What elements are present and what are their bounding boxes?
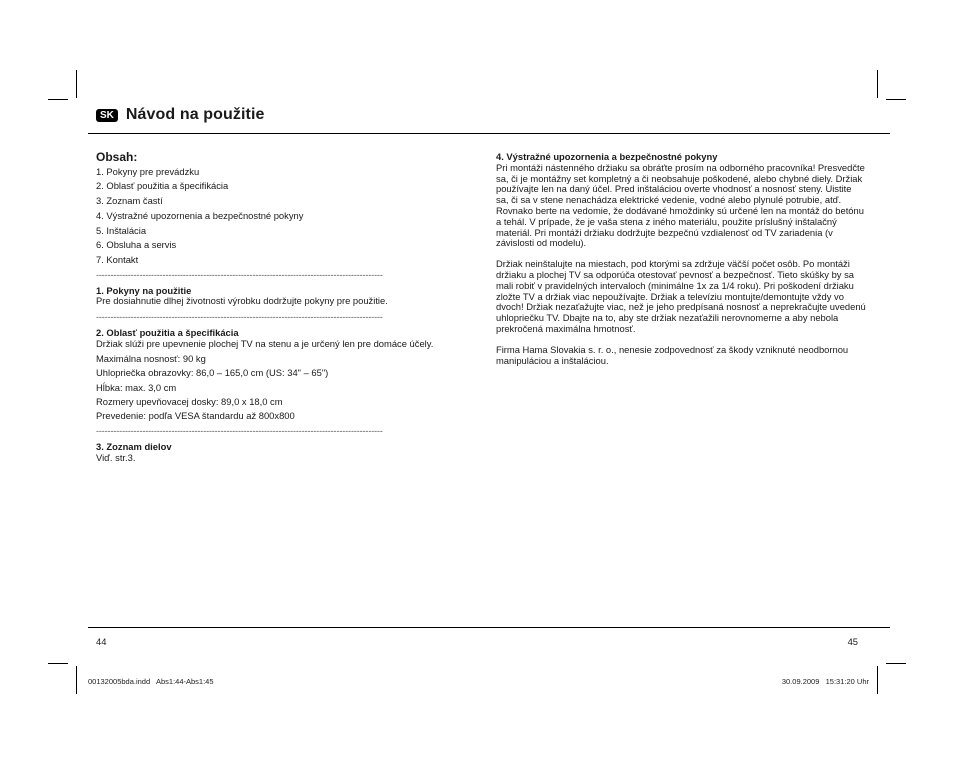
spec-item: Maximálna nosnosť: 90 kg	[96, 352, 206, 364]
header-rule	[88, 133, 890, 134]
contents-heading: Obsah:	[96, 150, 138, 164]
contents-item: 5. Inštalácia	[96, 224, 147, 236]
contents-item: 4. Výstražné upozornenia a bezpečnostné pokyny	[96, 209, 304, 221]
left-column	[96, 152, 452, 463]
footer-rule	[88, 627, 890, 628]
section-4-paragraph: Firma Hama Slovakia s. r. o., nenesie zodpovednosť za škody vzniknuté neodbornou manipuláciou a inštaláciou.	[496, 343, 849, 366]
crop-mark	[48, 99, 68, 100]
crop-mark	[76, 666, 77, 694]
crop-mark	[886, 663, 906, 664]
page-header	[96, 106, 265, 124]
contents-item: 2. Oblasť použitia a špecifikácia	[96, 180, 229, 192]
divider: ---------------------------------------------------------------------------------------------------	[96, 269, 383, 280]
section-1-heading: 1. Pokyny na použitie	[96, 284, 192, 296]
crop-mark	[48, 663, 68, 664]
section-3-body: Viď. str.3.	[96, 451, 136, 463]
section-4-paragraph: Držiak neinštalujte na miestach, pod ktorými sa zdržuje väčší počet osôb. Po montáži držiaku a plochej TV sa odporúča otestovať pevnosť a bezpečnosť. Tieto skúšky by sa mali robiť v pravidelných intervaloch (minimálne 1x za 1/4 roku). Pri poškodení držiaku zložte TV a držiak viac nepoužívajte. Držiak a televíziu montujte/demontujte vždy vo dvoch! Držiak nezaťažujte viac, než je jeho predpísaná nosnosť a neprekračujte uvedenú uhlopriečku TV. Dbajte na to, aby ste držiak nezaťažili nerovnomerne a aby nebola prekročená maximálna hmotnosť.	[496, 258, 866, 334]
spec-item: Prevedenie: podľa VESA štandardu až 800x800	[96, 410, 295, 422]
contents-item: 7. Kontakt	[96, 253, 139, 265]
language-badge: SK	[96, 109, 118, 122]
page-number-right: 45	[847, 636, 858, 647]
page-title: Návod na použitie	[125, 106, 265, 123]
spec-item: Hĺbka: max. 3,0 cm	[96, 381, 177, 393]
contents-list	[96, 167, 452, 266]
file-slug: 00132005bda.indd Abs1:44-Abs1:45	[88, 677, 214, 686]
spec-item: Rozmery upevňovacej dosky: 89,0 x 18,0 cm	[96, 395, 283, 407]
spec-list	[96, 354, 452, 422]
crop-mark	[76, 70, 77, 98]
divider: ---------------------------------------------------------------------------------------------------	[96, 425, 383, 436]
date-slug: 30.09.2009 15:31:20 Uhr	[781, 677, 869, 686]
spec-item: Uhlopriečka obrazovky: 86,0 – 165,0 cm (US: 34" – 65")	[96, 367, 329, 379]
section-2-heading: 2. Oblasť použitia a špecifikácia	[96, 327, 239, 339]
crop-mark	[877, 70, 878, 98]
contents-item: 1. Pokyny pre prevádzku	[96, 165, 200, 177]
divider: ---------------------------------------------------------------------------------------------------	[96, 312, 383, 323]
contents-item: 6. Obsluha a servis	[96, 239, 177, 251]
crop-mark	[877, 666, 878, 694]
page-number-left: 44	[96, 636, 107, 647]
section-1-body: Pre dosiahnutie dlhej životnosti výrobku dodržujte pokyny pre použitie.	[96, 295, 388, 307]
contents-item: 3. Zoznam častí	[96, 195, 163, 207]
section-4-heading: 4. Výstražné upozornenia a bezpečnostné pokyny	[496, 151, 718, 162]
section-4-paragraph: Pri montáži nástenného držiaku sa obráťte prosím na odborného pracovníka! Presvedčte sa, či je montážny set kompletný a či neobsahuje poškodené, alebo chybné diely. Držiak používajte len na daný účel. Pred inštaláciou overte vhodnosť a nosnosť steny. Uistite sa, či sa v stene nenachádza elektrické vedenie, vodné alebo plynulé potrubie, atď. Rovnako berte na vedomie, že dodávané hmoždinky sú určené len na montáž do betónu a tehál. V prípade, že je vaša stena z iného materiálu, použite príslušný inštalačný materiál. Pri montáži držiaku dodržujte bezpečnú vzdialenosť od TV zariadenia (v závislosti od modelu).	[496, 161, 865, 249]
right-column	[496, 152, 866, 366]
section-3-heading: 3. Zoznam dielov	[96, 440, 172, 452]
section-2-body: Držiak slúži pre upevnenie plochej TV na stenu a je určený len pre domáce účely.	[96, 338, 434, 349]
crop-mark	[886, 99, 906, 100]
